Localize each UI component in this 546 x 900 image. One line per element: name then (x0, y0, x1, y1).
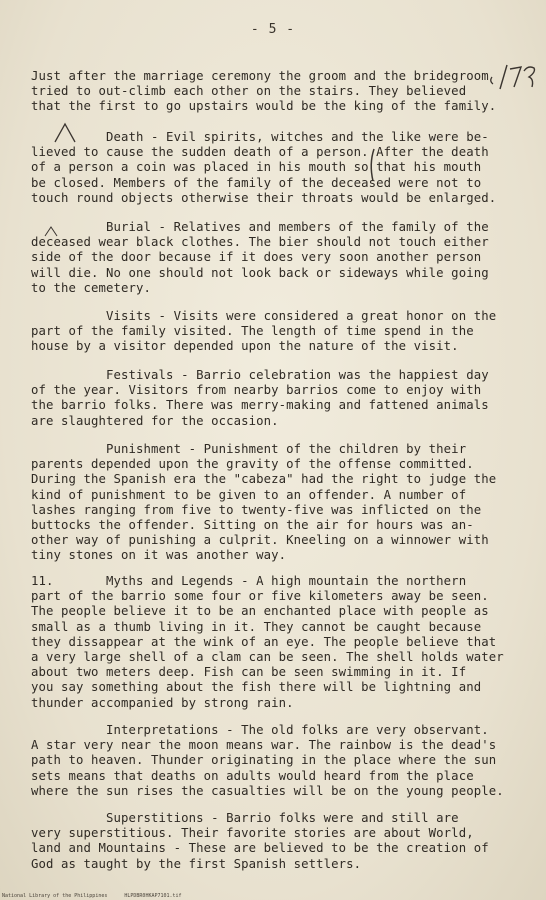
paragraph-myths-legends: 11. Myths and Legends - A high mountain the northern part of the barrio some four or five kilometers away be seen. The people believe it to be an enchanted place with people as small as a thumb living in it. They cannot be caught because they dissappear at the wink of an eye. The people believe that a very large shell of a clam can be seen. The shell holds water about two meters deep. Fish can be seen swimming in it. If you say something about the fish there will be lightning and thunder accompanied by strong rain. (31, 574, 504, 710)
paragraph-death: Death - Evil spirits, witches and the like were be- lieved to cause the sudden death of a person. After the death of a person a coin was placed in his mouth so that his mouth be closed. Members of the family of the deceased were not to touch round objects otherwise their throats would be enlarged. (31, 130, 497, 205)
page-number: - 5 - (250, 22, 296, 37)
paragraph-superstitions: Superstitions - Barrio folks were and still are very superstitious. Their favorite stories are about World, land and Mountains - These are believed to be the creation of God as taught by the first Spanish settlers. (31, 811, 489, 871)
paragraph-punishment: Punishment - Punishment of the children by their parents depended upon the gravity of the offense committed. During the Spanish era the "cabeza" had the right to judge the kind of punishment to be given to an offender. A number of lashes ranging from five to twenty-five was inflicted on the buttocks the offender. Sitting on the air for hours was an- other way of punishing a culprit. Kneeling on a winnower with tiny stones on it was another way. (31, 442, 497, 563)
paragraph-marriage: Just after the marriage ceremony the groom and the bridegroom tried to out-climb each other on the stairs. They believed that the first to go upstairs would be the king of the family. (31, 69, 497, 114)
footer-file-id: HLPDBR0HKAP7101.tif (124, 893, 182, 899)
paragraph-burial: Burial - Relatives and members of the family of the deceased wear black clothes. The bier should not touch either side of the door because if it does very soon another person will die. No one should not look back or sideways while going to the cemetery. (31, 220, 489, 295)
scan-footer (0, 892, 546, 900)
paragraph-festivals: Festivals - Barrio celebration was the happiest day of the year. Visitors from nearby barrios come to enjoy with the barrio folks. There was merry-making and fattened animals are slaughtered for the occasion. (31, 368, 489, 428)
footer-library-name: National Library of the Philippines (2, 893, 108, 899)
paragraph-visits: Visits - Visits were considered a great honor on the part of the family visited. The length of time spend in the house by a visitor depended upon the nature of the visit. (31, 309, 497, 354)
paragraph-interpretations: Interpretations - The old folks are very observant. A star very near the moon means war. The rainbow is the dead's path to heaven. Thunder originating in the place where the sun sets means that deaths on adults would heard from the place where the sun rises the casualties will be on the young people. (31, 723, 504, 798)
